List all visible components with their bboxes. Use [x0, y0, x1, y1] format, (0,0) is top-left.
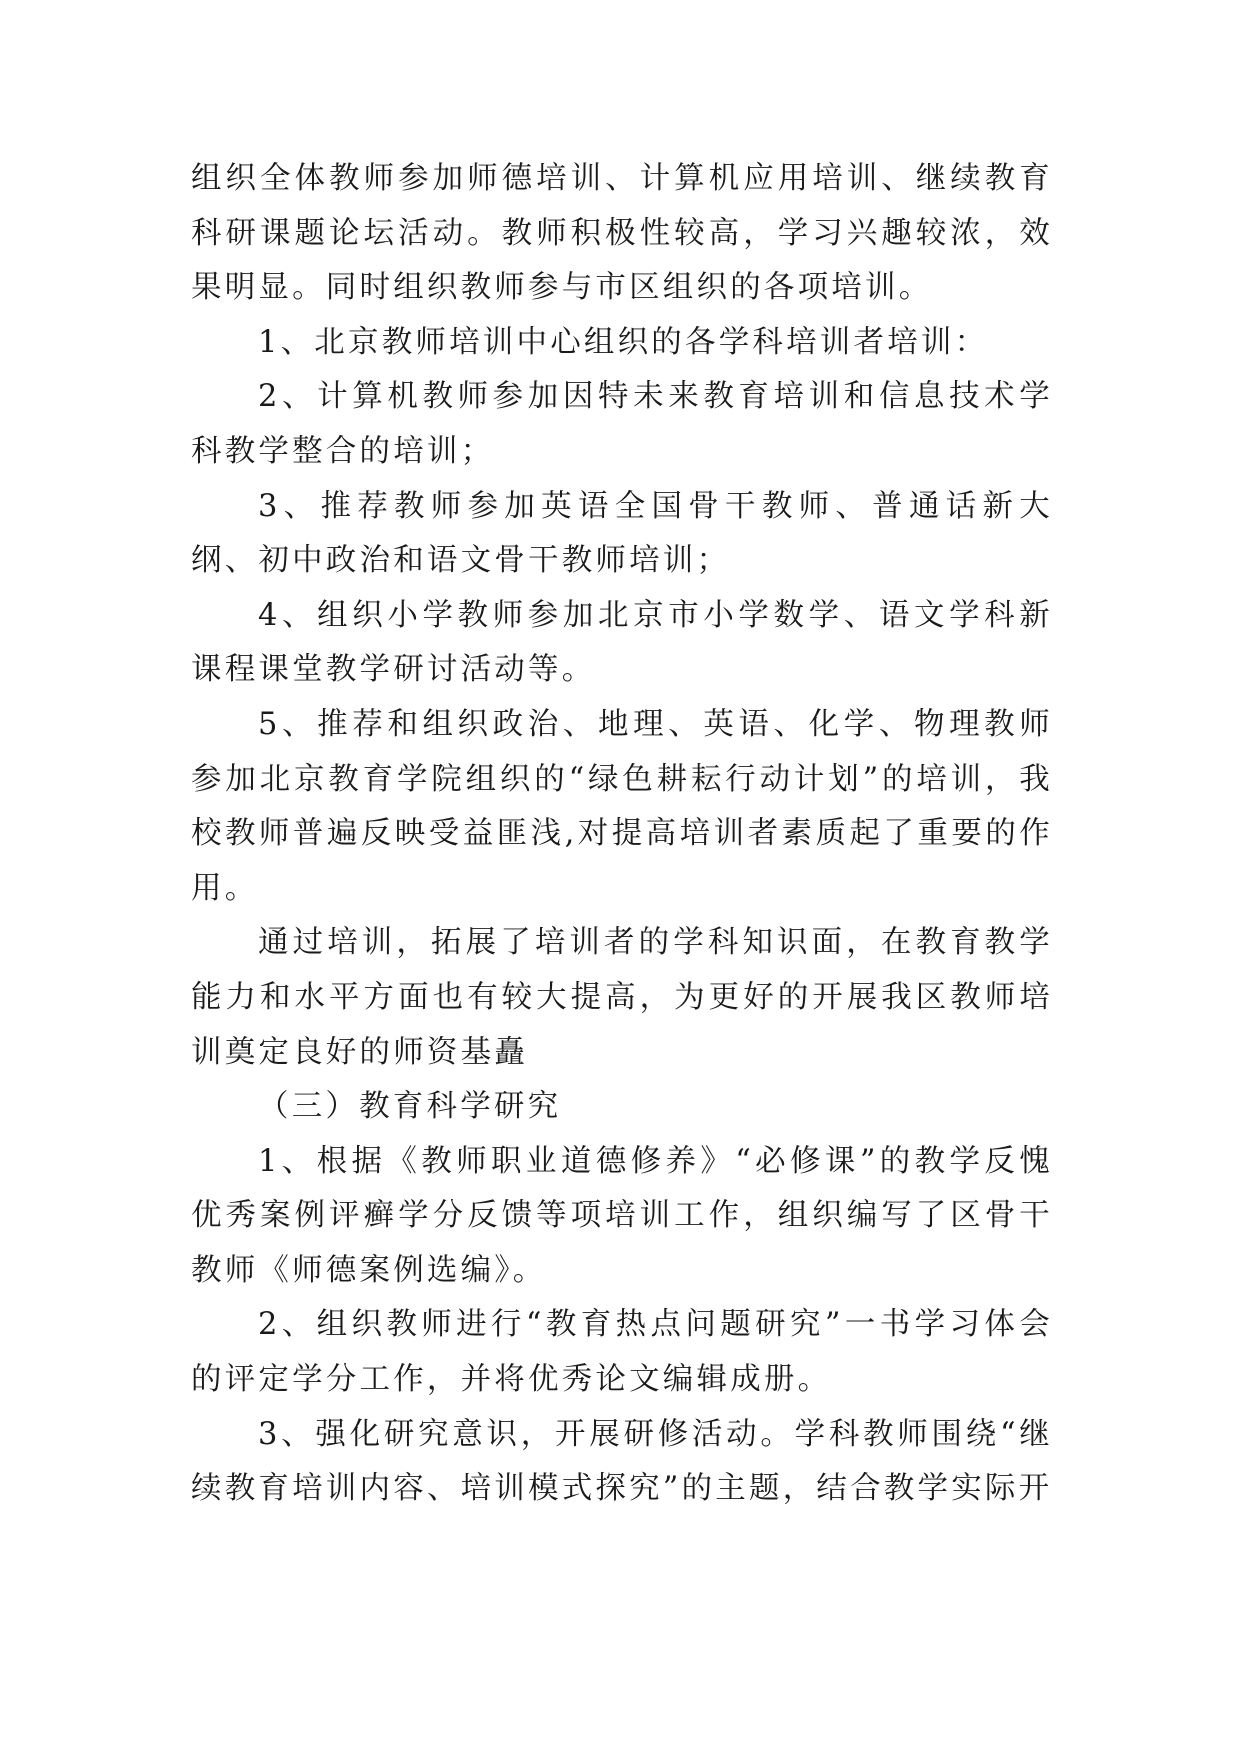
- section-heading-research: （三）教育科学研究: [258, 1089, 562, 1125]
- research-item-2: 2、组织教师进行“教育热点问题研究”一书学习体会的评定学分工作，并将优秀论文编辑成册。: [191, 1307, 1053, 1398]
- list-item-5: 5、推荐和组织政治、地理、英语、化学、物理教师参加北京教育学院组织的“绿色耕耘行动计划”的培训，我校教师普遍反映受益匪浅,对提高培训者素质起了重要的作用。: [191, 706, 1053, 906]
- paragraph-intro: 组织全体教师参加师德培训、计算机应用培训、继续教育科研课题论坛活动。教师积极性较高，学习兴趣较浓，效果明显。同时组织教师参与市区组织的各项培训。: [191, 161, 1053, 306]
- list-item-3: 3、推荐教师参加英语全国骨干教师、普通话新大纲、初中政治和语文骨干教师培训；: [191, 488, 1053, 579]
- paragraph-summary: 通过培训，拓展了培训者的学科知识面，在教育教学能力和水平方面也有较大提高，为更好的开展我区教师培训奠定良好的师资基矗: [191, 925, 1053, 1070]
- list-item-4: 4、组织小学教师参加北京市小学数学、语文学科新课程课堂教学研讨活动等。: [191, 597, 1053, 688]
- list-item-2: 2、计算机教师参加因特未来教育培训和信息技术学科教学整合的培训；: [191, 379, 1053, 469]
- research-item-1: 1、根据《教师职业道德修养》“必修课”的教学反愧优秀案例评癣学分反馈等项培训工作，组织编写了区骨干教师《师德案例选编》。: [191, 1143, 1053, 1288]
- document-body: [191, 152, 1053, 1517]
- list-item-1: 1、北京教师培训中心组织的各学科培训者培训：: [258, 324, 989, 360]
- research-item-3: 3、强化研究意识，开展研修活动。学科教师围绕“继续教育培训内容、培训模式探究”的主题，结合教学实际开: [191, 1416, 1053, 1507]
